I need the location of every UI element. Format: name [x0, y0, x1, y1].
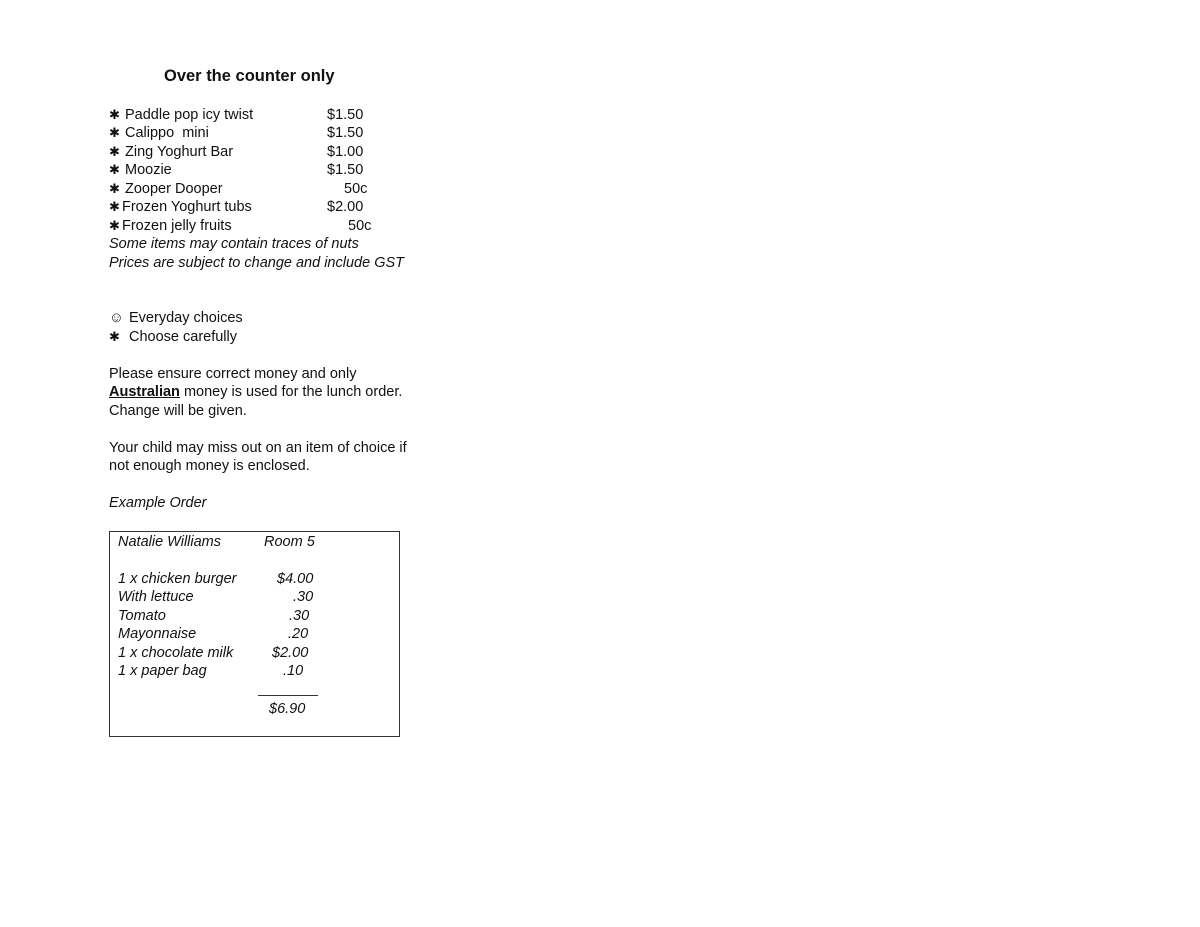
star-icon: ✱ — [109, 329, 120, 344]
australian-emphasis: Australian — [109, 384, 180, 400]
star-icon: ✱ — [109, 162, 120, 177]
order-price: $4.00 — [277, 571, 314, 587]
gst-note: Prices are subject to change and include GST — [109, 255, 404, 271]
legend-careful — [109, 328, 237, 346]
item-name: Frozen jelly fruits — [122, 218, 232, 234]
nuts-note: Some items may contain traces of nuts — [109, 236, 359, 252]
star-icon: ✱ — [109, 199, 120, 214]
order-name: Natalie Williams — [118, 534, 222, 550]
order-line: 1 x paper bag — [118, 663, 207, 679]
total-rule — [258, 695, 318, 696]
order-line: With lettuce — [118, 589, 194, 605]
item-price: 50c — [348, 218, 372, 234]
item-name: Zooper Dooper — [125, 181, 223, 197]
order-price: .30 — [289, 608, 310, 624]
star-icon: ✱ — [109, 218, 120, 233]
miss-out-line1: Your child may miss out on an item of choice if — [109, 440, 407, 456]
order-price: .20 — [288, 626, 309, 642]
miss-out-line2: not enough money is enclosed. — [109, 458, 310, 474]
item-price: 50c — [344, 181, 368, 197]
order-price: $2.00 — [272, 645, 309, 661]
item-price: $1.50 — [327, 107, 364, 123]
order-line: 1 x chocolate milk — [118, 645, 234, 661]
item-price: $1.50 — [327, 162, 364, 178]
item-name: Calippo mini — [125, 125, 209, 141]
star-icon: ✱ — [109, 181, 120, 196]
star-icon: ✱ — [109, 125, 120, 140]
star-icon: ✱ — [109, 144, 120, 159]
legend-label: Choose carefully — [129, 329, 237, 345]
order-room: Room 5 — [264, 534, 315, 550]
order-total: $6.90 — [269, 701, 306, 717]
item-name: Frozen Yoghurt tubs — [122, 199, 252, 215]
legend-everyday — [109, 309, 243, 327]
smiley-icon: ☺ — [109, 310, 124, 326]
item-name: Paddle pop icy twist — [125, 107, 254, 123]
order-price: .30 — [293, 589, 314, 605]
menu-title: Over the counter only — [164, 67, 335, 85]
star-icon: ✱ — [109, 107, 120, 122]
item-price: $2.00 — [327, 199, 364, 215]
money-notice-line1: Please ensure correct money and only — [109, 366, 357, 382]
legend-label: Everyday choices — [129, 310, 243, 326]
item-price: $1.00 — [327, 144, 364, 160]
order-price: .10 — [283, 663, 304, 679]
order-line: 1 x chicken burger — [118, 571, 237, 587]
example-order-box — [109, 531, 400, 737]
order-line: Mayonnaise — [118, 626, 197, 642]
item-name: Zing Yoghurt Bar — [125, 144, 234, 160]
item-price: $1.50 — [327, 125, 364, 141]
item-name: Moozie — [125, 162, 172, 178]
order-line: Tomato — [118, 608, 166, 624]
example-order-label: Example Order — [109, 495, 207, 511]
money-notice-line3: Change will be given. — [109, 403, 247, 419]
money-notice-line2: Australian money is used for the lunch order. — [109, 384, 403, 400]
